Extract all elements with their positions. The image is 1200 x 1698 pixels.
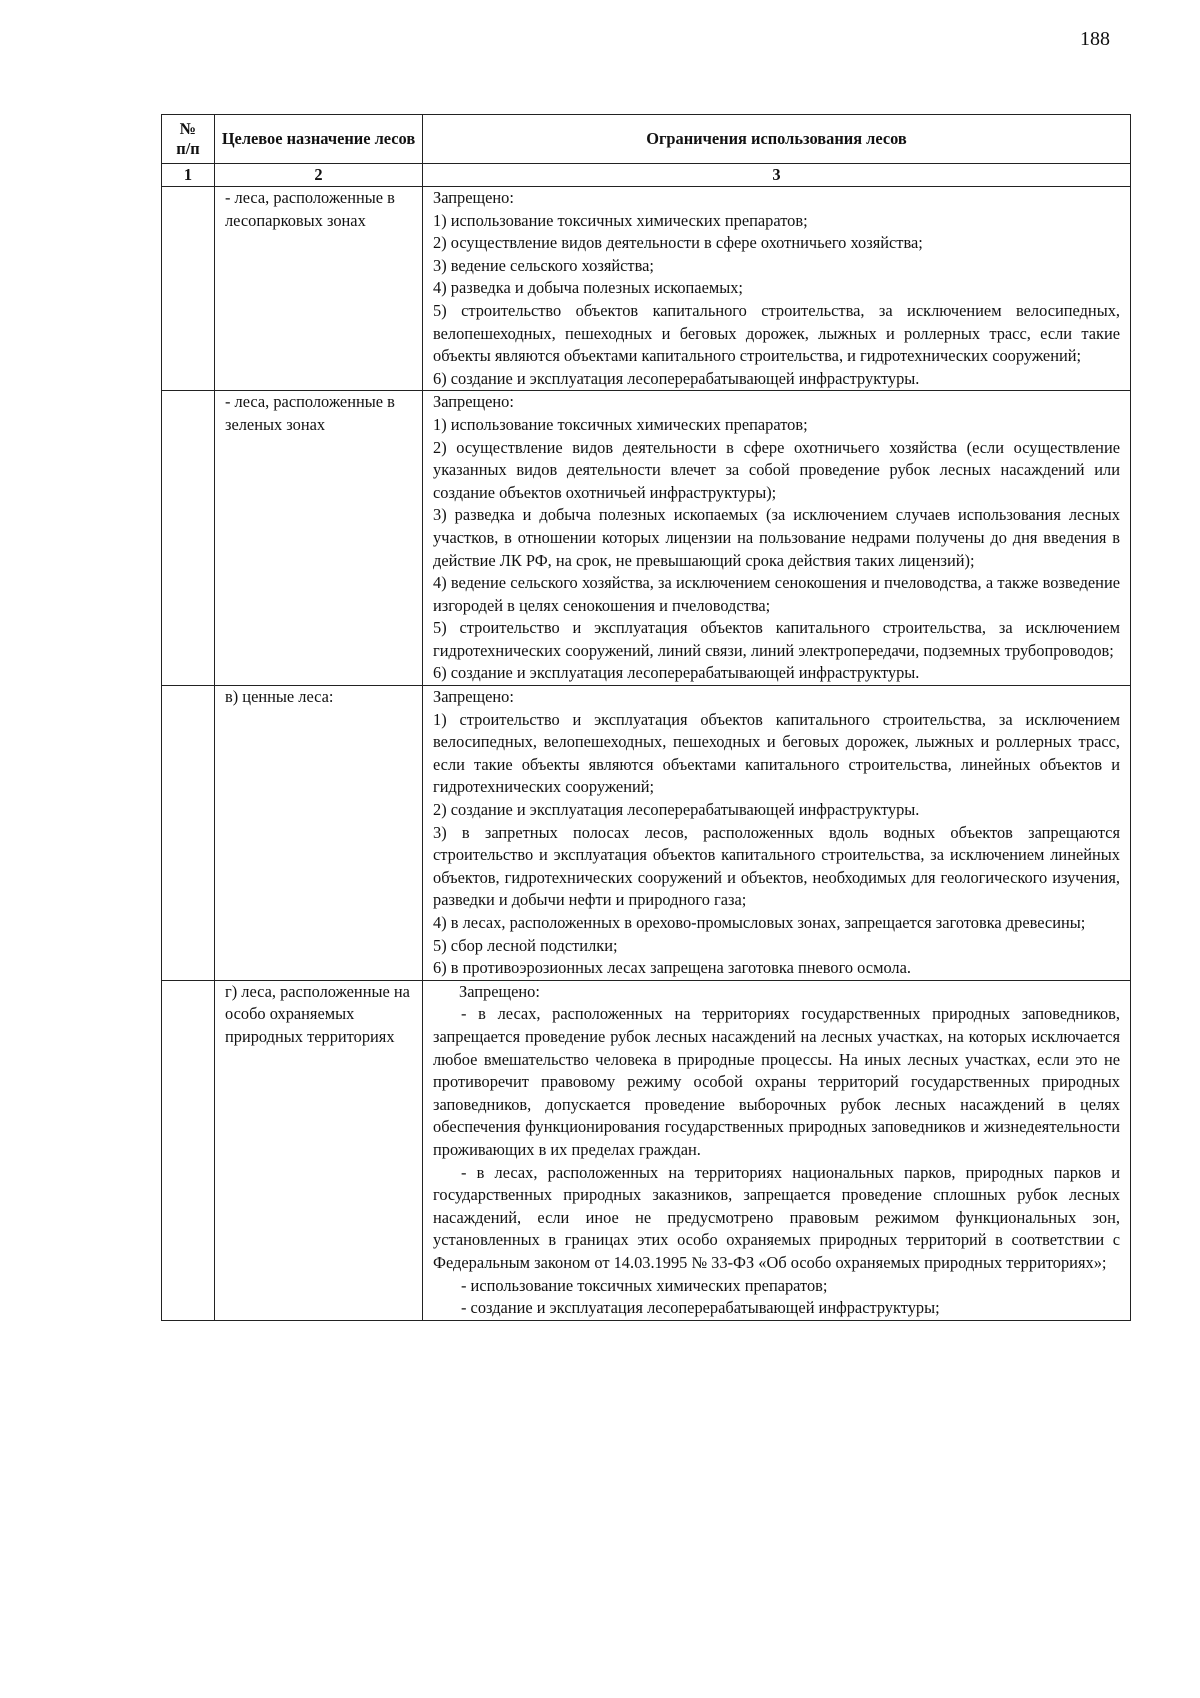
restriction-line: 1) использование токсичных химических препаратов; [433,414,808,434]
restriction-line: 4) разведка и добыча полезных ископаемых; [433,278,743,298]
table-row [162,391,1131,686]
restriction-line: 5) строительство объектов капитального строительства, за исключением велосипедных, велопешеходных, пешеходных и беговых дорожек, лыжных и роллерных трасс, если такие объекты являются объектами капитального строительства, и гидротехнических сооружений; [433,300,1120,366]
row-restrictions [423,980,1131,1320]
row-num [162,980,215,1320]
restriction-line: Запрещено: [459,981,540,1001]
table-row [162,980,1131,1320]
restriction-line: 4) в лесах, расположенных в орехово-промысловых зонах, запрещается заготовка древесины; [433,913,1086,932]
row-restrictions [423,686,1131,981]
row-purpose: г) леса, расположенные на особо охраняемых природных территориях [215,980,423,1320]
restriction-line: 2) осуществление видов деятельности в сфере охотничьего хозяйства (если осуществление указанных видов деятельности влечет за собой проведение рубок лесных насаждений или создание объектов охотничьей инфраструктуры); [433,437,1120,502]
header-row [162,115,1131,164]
restriction-line: 1) использование токсичных химических препаратов; [433,210,808,230]
row-num [162,391,215,686]
row-purpose: - леса, расположенные в зеленых зонах [215,391,423,686]
restriction-line: Запрещено: [433,392,514,412]
row-restrictions [423,187,1131,391]
column-number: 3 [423,164,1131,187]
restriction-line: 2) создание и эксплуатация лесоперерабатывающей инфраструктуры. [433,800,920,820]
restriction-line: 6) создание и эксплуатация лесоперерабатывающей инфраструктуры. [433,663,920,683]
column-number-row [162,164,1131,187]
restriction-line: 5) строительство и эксплуатация объектов капитального строительства, за исключением гидротехнических сооружений, линий связи, линий электропередачи, подземных трубопроводов; [433,618,1120,660]
restriction-line: - использование токсичных химических препаратов; [461,1275,828,1295]
page-number: 188 [1080,28,1110,50]
restriction-line: 6) в противоэрозионных лесах запрещена заготовка пневого осмола. [433,958,911,978]
restriction-line: Запрещено: [433,188,514,207]
restriction-line: 3) разведка и добыча полезных ископаемых (за исключением случаев использования лесных участков, в отношении которых лицензии на пользование недрами получены до дня введения в действие ЛК РФ, на срок, не превышающий срока действия таких лицензий); [433,505,1120,570]
restriction-line: 5) сбор лесной подстилки; [433,935,618,955]
row-purpose: в) ценные леса: [215,686,423,981]
column-number: 1 [162,164,215,187]
restriction-line: - создание и эксплуатация лесоперерабатывающей инфраструктуры; [461,1298,940,1318]
row-purpose: - леса, расположенные в лесопарковых зонах [215,187,423,391]
row-restrictions [423,391,1131,686]
row-num [162,187,215,391]
column-number: 2 [215,164,423,187]
restriction-line: - в лесах, расположенных на территориях государственных природных заповедников, запрещается проведение рубок лесных насаждений на лесных участках, на которых исключается любое вмешательство человека в природные процессы. На иных лесных участках, если это не противоречит правовому режиму особой охраны территорий государственных природных заповедников, допускается проведение выборочных рубок лесных насаждений в целях обеспечения функционирования государственных природных заповедников и жизнедеятельности проживающих в их пределах граждан. [433,1004,1120,1159]
restriction-line: 2) осуществление видов деятельности в сфере охотничьего хозяйства; [433,233,923,253]
restriction-line: 4) ведение сельского хозяйства, за исключением сенокошения и пчеловодства, а также возведение изгородей в целях сенокошения и пчеловодства; [433,573,1120,615]
restriction-line: 6) создание и эксплуатация лесоперерабатывающей инфраструктуры. [433,368,920,388]
forest-restrictions-table [161,114,1131,1321]
restriction-line: Запрещено: [433,687,514,707]
header-restrictions: Ограничения использования лесов [423,115,1131,164]
header-num: № п/п [162,115,215,164]
row-num [162,686,215,981]
header-purpose: Целевое назначение лесов [215,115,423,164]
restriction-line: 1) строительство и эксплуатация объектов капитального строительства, за исключением велосипедных, велопешеходных, пешеходных и беговых дорожек, лыжных и роллерных трасс, если такие объекты являются объектами капитального строительства, линейных объектов и гидротехнических сооружений; [433,709,1120,797]
restriction-line: 3) в запретных полосах лесов, расположенных вдоль водных объектов запрещаются строительство и эксплуатация объектов капитального строительства, за исключением линейных объектов, гидротехнических сооружений и объектов, необходимых для геологического изучения, разведки и добычи нефти и природного газа; [433,822,1120,910]
table-row [162,187,1131,391]
restriction-line: 3) ведение сельского хозяйства; [433,255,654,275]
restriction-line: - в лесах, расположенных на территориях национальных парков, природных парков и государственных природных заказников, запрещается проведение сплошных рубок лесных насаждений, если иное не предусмотрено правовым режимом функциональных зон, установленных в границах этих особо охраняемых природных территорий в соответствии с Федеральным законом от 14.03.1995 № 33-ФЗ «Об особо охраняемых природных территориях»; [433,1162,1120,1272]
table-row [162,686,1131,981]
